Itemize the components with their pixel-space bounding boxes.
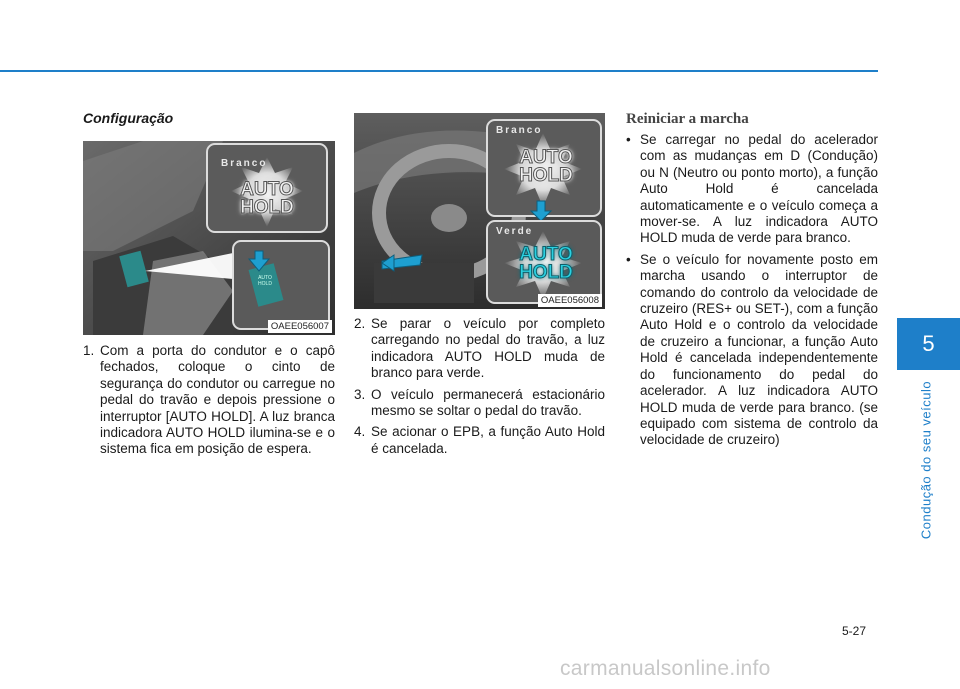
header-rule: [0, 70, 878, 72]
list-item: • Se carregar no pedal do acelerador com as mudanças em D (Condução) ou N (Neutro ou ponto morto), a função Auto Hold é cancelada automaticamente e o veículo começa a mover-se. A luz indicadora AUTO HOLD muda de verde para branco.: [626, 132, 878, 246]
watermark: carmanualsonline.info: [560, 657, 771, 680]
chapter-title-vertical: [911, 380, 941, 540]
list-item: 1. Com a porta do condutor e o capô fechados, coloque o cinto de segurança do condutor ou carregue no pedal do travão e depois pressione o interruptor [AUTO HOLD]. A luz branca indicadora AUTO HOLD ilumina-se e o sistema fica em posição de espera.: [83, 343, 335, 457]
panel-label-green: Verde: [496, 226, 534, 237]
configuration-steps-b: [354, 316, 605, 462]
list-item: • Se o veículo for novamente posto em marcha usando o interruptor de comando do controlo da velocidade de cruzeiro (RES+ ou SET-), com a função Auto Hold e o controlo da velocidade de cruzeiro a funcionar, a função Auto Hold é cancelada independentemente do funcionamento do pedal do acelerador. A luz indicadora AUTO HOLD muda de verde para branco. (se equipado com sistema de controlo da velocidade de cruzeiro): [626, 251, 878, 448]
auto-hold-white-text: AUTO HOLD: [519, 147, 573, 186]
chapter-number: 5: [922, 331, 935, 356]
list-item: 4. Se acionar o EPB, a função Auto Hold é cancelada.: [354, 424, 605, 456]
list-item: 3. O veículo permanecerá estacionário mesmo se soltar o pedal do travão.: [354, 386, 605, 419]
figure-code: OAEE056008: [538, 294, 602, 307]
restart-bullets: [626, 132, 878, 454]
configuration-heading: Configuração: [83, 110, 174, 126]
auto-hold-white-text: AUTO HOLD: [240, 179, 294, 218]
restart-heading: Reiniciar a marcha: [626, 111, 749, 127]
chapter-title: Condução do seu veículo: [918, 380, 934, 540]
figure-auto-hold-indicator: [354, 113, 605, 309]
auto-hold-green-text: AUTO HOLD: [519, 244, 573, 283]
page-number: 5-27: [842, 624, 867, 638]
chapter-tab: [897, 318, 960, 370]
configuration-steps-a: [83, 343, 335, 463]
figure-auto-hold-switch: [83, 141, 335, 335]
figure-code: OAEE056007: [268, 320, 332, 333]
panel-label-white: Branco: [221, 158, 268, 169]
panel-label-white: Branco: [496, 125, 543, 136]
console-illustration: [83, 141, 335, 335]
list-item: 2. Se parar o veículo por completo carregando no pedal do travão, a luz indicadora AUTO HOLD muda de branco para verde.: [354, 316, 605, 381]
auto-hold-button-label: AUTO HOLD: [258, 275, 272, 287]
